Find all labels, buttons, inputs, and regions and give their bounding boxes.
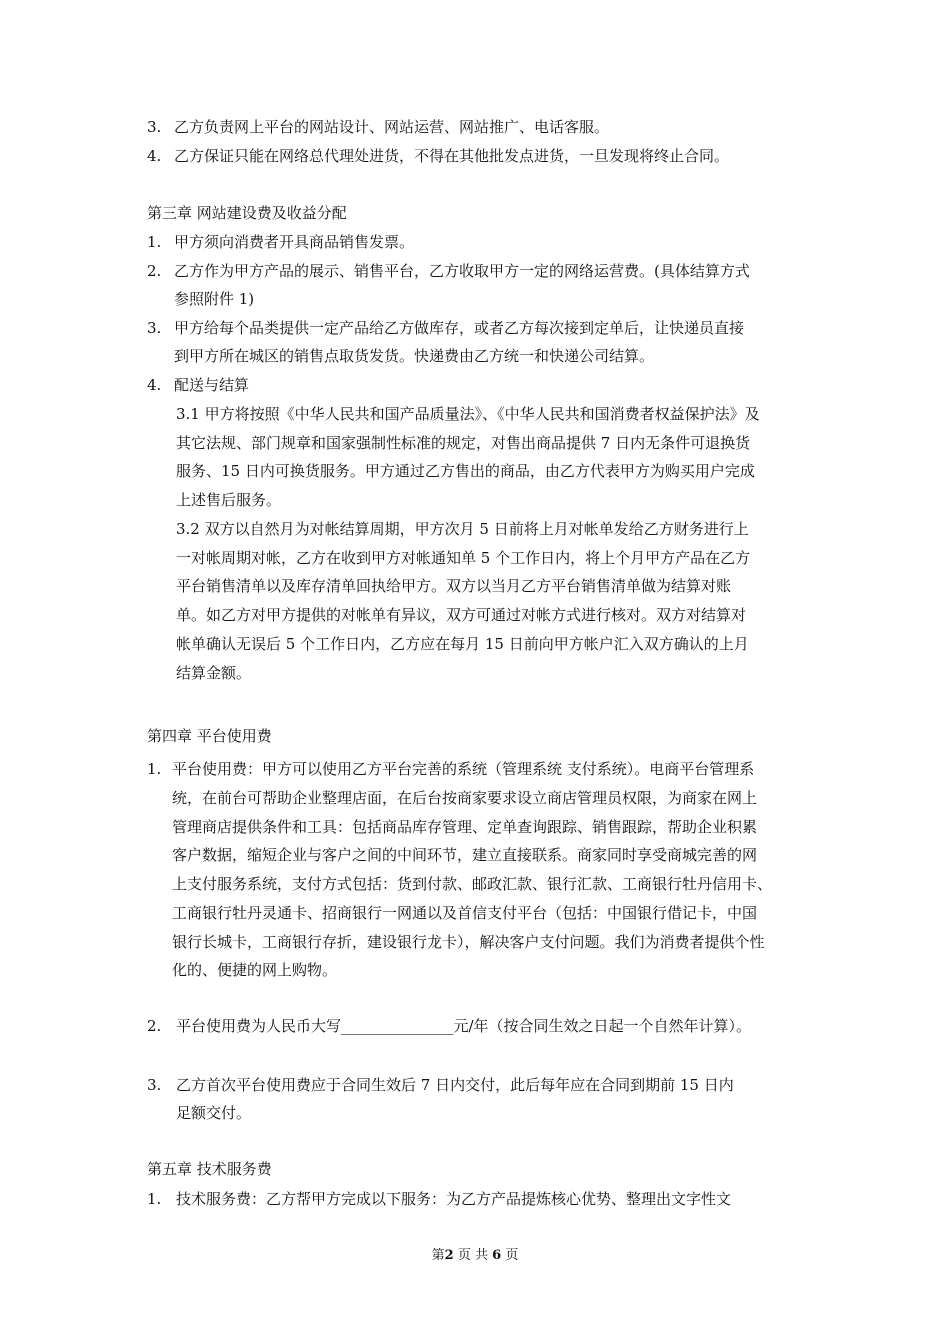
item-number: 1. [147, 1190, 162, 1208]
item-number: 4. [147, 376, 162, 394]
item-text: 客户数据，缩短企业与客户之间的中间环节，建立直接联系。商家同时享受商城完善的网 [172, 846, 758, 864]
item-text: 工商银行牡丹灵通卡、招商银行一网通以及首信支付平台（包括：中国银行借记卡，中国 [172, 904, 758, 922]
item-text: 平台使用费：甲方可以使用乙方平台完善的系统（管理系统 支付系统）。电商平台管理系 [172, 760, 755, 778]
item-number: 4. [147, 147, 162, 165]
item-number: 3. [147, 319, 162, 337]
clause-text: 帐单确认无误后 5 个工作日内，乙方应在每月 15 日前向甲方帐户汇入双方确认的上月 [176, 635, 749, 653]
item-text: 化的、便捷的网上购物。 [172, 961, 338, 979]
item-number: 3. [147, 1076, 162, 1094]
chapter-heading: 第三章 网站建设费及收益分配 [147, 204, 347, 222]
clause-text: 结算金额。 [176, 664, 252, 682]
item-text: 上支付服务系统，支付方式包括：货到付款、邮政汇款、银行汇款、工商银行牡丹信用卡、 [172, 875, 773, 893]
item-number: 3. [147, 118, 162, 136]
clause-text: 一对帐周期对帐，乙方在收到甲方对帐通知单 5 个工作日内，将上个月甲方产品在乙方 [176, 549, 751, 567]
item-number: 2. [147, 1017, 162, 1035]
item-text: 乙方负责网上平台的网站设计、网站运营、网站推广、电话客服。 [174, 118, 610, 136]
item-text: 参照附件 1) [174, 290, 255, 308]
clause-text: 上述售后服务。 [176, 491, 282, 509]
item-text: 到甲方所在城区的销售点取货发货。快递费由乙方统一和快递公司结算。 [174, 347, 655, 365]
chapter-heading: 第五章 技术服务费 [147, 1160, 272, 1178]
item-text: 平台使用费为人民币大写_______________元/年（按合同生效之日起一个自然年计算）。 [176, 1017, 752, 1035]
footer-middle: 页 共 [457, 1248, 488, 1263]
item-text: 银行长城卡，工商银行存折，建设银行龙卡），解决客户支付问题。我们为消费者提供个性 [172, 933, 765, 951]
item-text: 乙方作为甲方产品的展示、销售平台，乙方收取甲方一定的网络运营费。(具体结算方式 [174, 262, 750, 280]
footer-prefix: 第 [431, 1248, 445, 1263]
page-footer [0, 1247, 950, 1265]
clause-text: 其它法规、部门规章和国家强制性标准的规定，对售出商品提供 7 日内无条件可退换货 [176, 434, 751, 452]
clause-text: 单。如乙方对甲方提供的对帐单有异议，双方可通过对帐方式进行核对。双方对结算对 [176, 606, 747, 624]
footer-page-number: 2 [444, 1248, 454, 1263]
item-text: 管理商店提供条件和工具：包括商品库存管理、定单查询跟踪、销售跟踪，帮助企业积累 [172, 818, 758, 836]
item-number: 1. [147, 760, 162, 778]
item-number: 2. [147, 262, 162, 280]
clause-text: 平台销售清单以及库存清单回执给甲方。双方以当月乙方平台销售清单做为结算对账 [176, 577, 732, 595]
item-text: 足额交付。 [176, 1104, 252, 1122]
item-text: 甲方给每个品类提供一定产品给乙方做库存，或者乙方每次接到定单后，让快递员直接 [174, 319, 745, 337]
item-text: 统，在前台可帮助企业整理店面，在后台按商家要求设立商店管理员权限，为商家在网上 [172, 789, 758, 807]
item-text: 甲方须向消费者开具商品销售发票。 [174, 233, 415, 251]
item-text: 乙方保证只能在网络总代理处进货，不得在其他批发点进货，一旦发现将终止合同。 [174, 147, 730, 165]
clause-text: 3.1 甲方将按照《中华人民共和国产品质量法》、《中华人民共和国消费者权益保护法》及 [176, 405, 760, 423]
chapter-heading: 第四章 平台使用费 [147, 727, 272, 745]
clause-text: 服务、15 日内可换货服务。甲方通过乙方售出的商品，由乙方代表甲方为购买用户完成 [176, 462, 755, 480]
item-text: 配送与结算 [174, 376, 250, 394]
item-text: 乙方首次平台使用费应于合同生效后 7 日内交付，此后每年应在合同到期前 15 日内 [176, 1076, 734, 1094]
item-number: 1. [147, 233, 162, 251]
footer-total-pages: 6 [492, 1248, 502, 1263]
footer-suffix: 页 [505, 1248, 519, 1263]
clause-text: 3.2 双方以自然月为对帐结算周期，甲方次月 5 日前将上月对帐单发给乙方财务进行上 [176, 520, 749, 538]
item-text: 技术服务费：乙方帮甲方完成以下服务：为乙方产品提炼核心优势、整理出文字性文 [176, 1190, 732, 1208]
